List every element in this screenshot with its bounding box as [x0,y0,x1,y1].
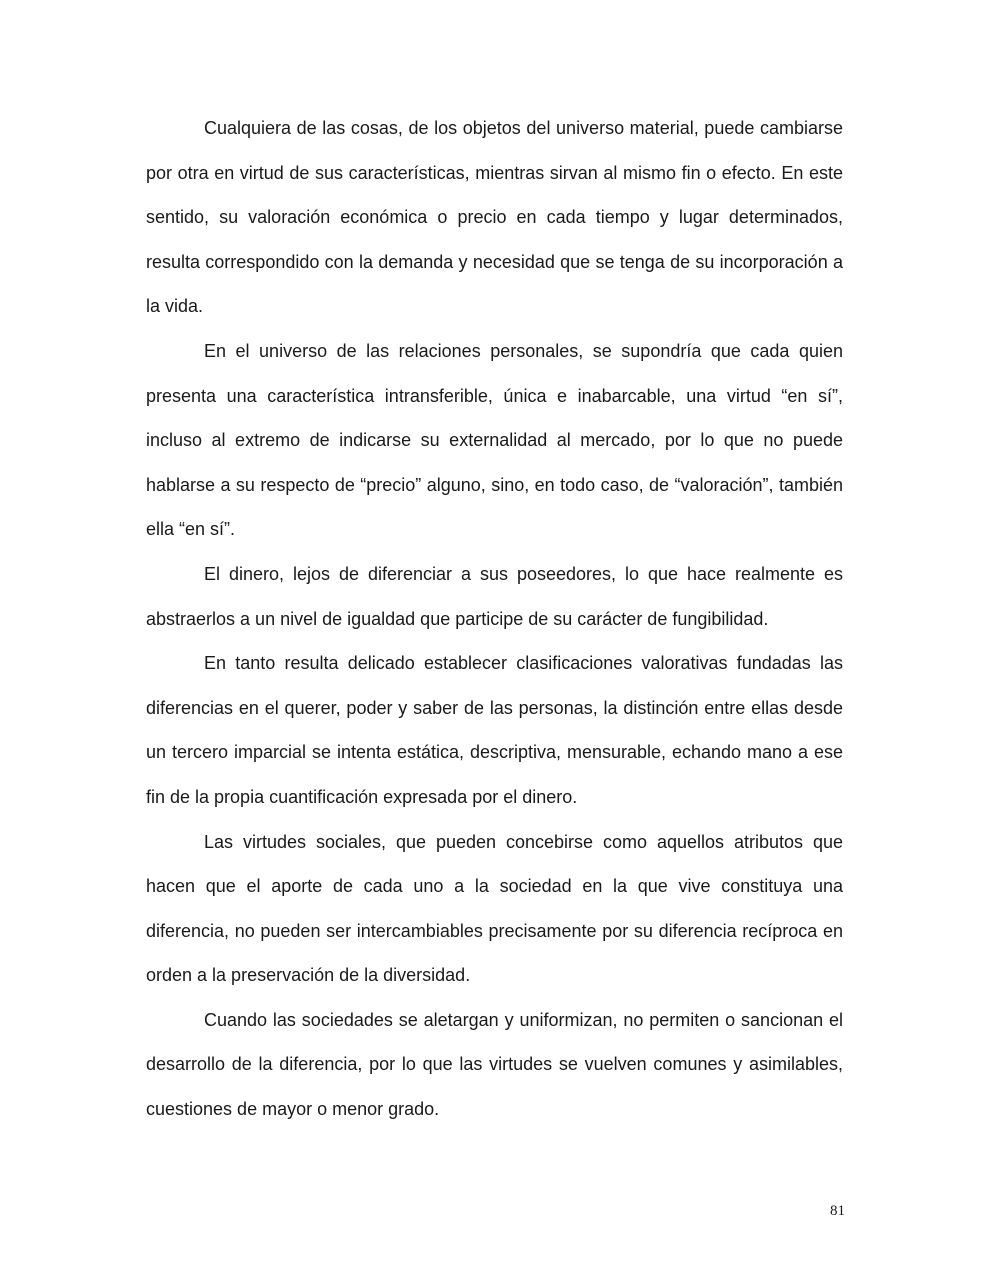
paragraph-6: Cuando las sociedades se aletargan y uniformizan, no permiten o sancionan el desarrollo de la diferencia, por lo que las virtudes se vuelven comunes y asimilables, cuestiones de mayor o menor grado. [146,1009,843,1120]
page-number: 81 [830,1203,845,1219]
paragraph-2: En el universo de las relaciones personales, se supondría que cada quien presenta una característica intransferible, única e inabarcable, una virtud “en sí”, incluso al extremo de indicarse su externalidad al mercado, por lo que no puede hablarse a su respecto de “precio” alguno, sino, en todo caso, de “valoración”, también ella “en sí”. [146,340,843,540]
body-text [146,106,843,1132]
paragraph-4: En tanto resulta delicado establecer clasificaciones valorativas fundadas las diferencias en el querer, poder y saber de las personas, la distinción entre ellas desde un tercero imparcial se intenta estática, descriptiva, mensurable, echando mano a ese fin de la propia cuantificación expresada por el dinero. [146,653,843,807]
paragraph-1: Cualquiera de las cosas, de los objetos del universo material, puede cambiarse por otra en virtud de sus características, mientras sirvan al mismo fin o efecto. En este sentido, su valoración económica o precio en cada tiempo y lugar determinados, resulta correspondido con la demanda y necesidad que se tenga de su incorporación a la vida. [146,118,843,317]
paragraph-5: Las virtudes sociales, que pueden concebirse como aquellos atributos que hacen que el aporte de cada uno a la sociedad en la que vive constituya una diferencia, no pueden ser intercambiables precisamente por su diferencia recíproca en orden a la preservación de la diversidad. [146,831,843,986]
paragraph-3: El dinero, lejos de diferenciar a sus poseedores, lo que hace realmente es abstraerlos a un nivel de igualdad que participe de su carácter de fungibilidad. [146,563,843,629]
